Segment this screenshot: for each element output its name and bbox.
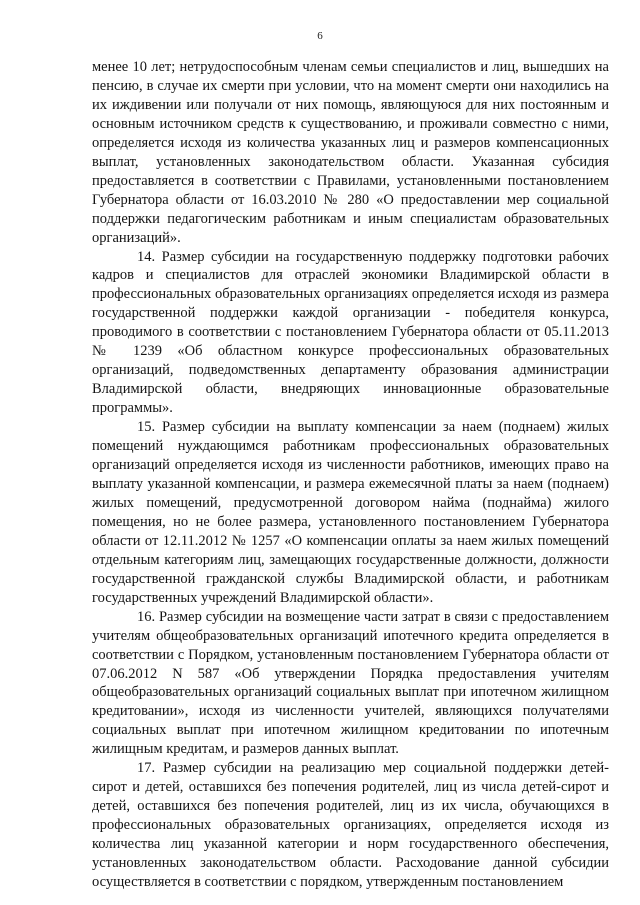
paragraph-continuation: менее 10 лет; нетрудоспособным членам семьи специалистов и лиц, вышедших на пенсию, в случае их смерти при условии, что на момент смерти они находились на их иждивении или получали от них помощь, являющуюся для них постоянным и основным источником средств к существованию, и проживали совместно с ними, определяется исходя из количества указанных лиц и размеров компенсационных выплат, установленных законодательством области. Указанная субсидия предоставляется в соответствии с Правилами, установленными постановлением Губернатора области от 16.03.2010 № 280 «О предоставлении мер социальной поддержки педагогическим работникам и иным специалистам образовательных организаций».: [92, 59, 609, 246]
paragraph-16: 16. Размер субсидии на возмещение части затрат в связи с предоставлением учителям общеобразовательных организаций ипотечного кредита определяется в соответствии с Порядком, установленным постановлением Губернатора области от 07.06.2012 N 587 «Об утверждении Порядка предоставления учителям общеобразовательных организаций социальных выплат при ипотечном жилищном кредитовании», исходя из численности учителей, являющихся получателями социальных выплат при ипотечном жилищном кредитовании по ипотечным жилищным кредитам, и размеров данных выплат.: [92, 608, 609, 758]
page-number: 6: [317, 30, 323, 42]
paragraph-17: 17. Размер субсидии на реализацию мер социальной поддержки детей-сирот и детей, оставшихся без попечения родителей, лиц из числа детей-сирот и детей, оставшихся без попечения родителей, лиц из их числа, обучающихся в профессиональных образовательных организациях, определяется исходя из количества лиц указанной категории и норм государственного обеспечения, установленных законодательством области. Расходование данной субсидии осуществляется в соответствии с порядком, утвержденным постановлением: [92, 760, 609, 890]
paragraph-14: 14. Размер субсидии на государственную поддержку подготовки рабочих кадров и специалистов для отраслей экономики Владимирской области в профессиональных образовательных организациях определяется исходя из размера государственной поддержки каждой организации - победителя конкурса, проводимого в соответствии с постановлением Губернатора области от 05.11.2013 № 1239 «Об областном конкурсе профессиональных образовательных организаций, подведомственных департаменту образования администрации Владимирской области, внедряющих инновационные образовательные программы».: [92, 248, 609, 417]
paragraph-15: 15. Размер субсидии на выплату компенсации за наем (поднаем) жилых помещений нуждающимся работникам профессиональных образовательных организаций определяется исходя из численности работников, имеющих право на выплату указанной компенсации, и размера ежемесячной платы за наем (поднаем) жилых помещений, предусмотренной договором найма (поднайма) жилого помещения, но не более размера, установленного постановлением Губернатора области от 12.11.2012 № 1257 «О компенсации оплаты за наем жилых помещений отдельным категориям лиц, замещающих государственные должности, должности государственной гражданской службы Владимирской области, и работникам государственных учреждений Владимирской области».: [92, 419, 609, 606]
document-body: [92, 58, 609, 892]
